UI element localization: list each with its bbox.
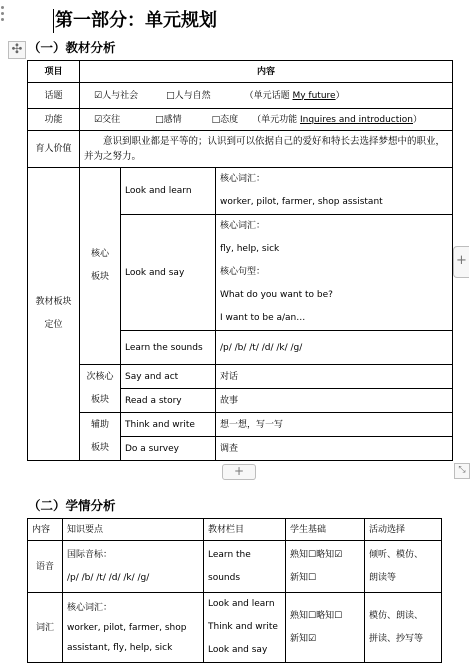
header-activity-choice: 活动选择 [365,519,442,541]
cell-line: 新知☐ [290,572,317,583]
cell-line: 熟知☐略知☐ [290,610,343,621]
header-content: 内容 [80,61,453,83]
activity-choice-cell [365,541,442,593]
unit-function-prefix: （单元功能 [252,114,300,125]
auxiliary-block-label [80,413,121,461]
table-resize-handle-icon[interactable]: ⤡ [454,463,470,479]
auxiliary-block-line1: 辅助 [90,419,109,430]
cell-line: worker, pilot, farmer, shop [67,622,187,633]
function-option-attitude: □态度 [211,114,239,125]
secondary-block-line1: 次核心 [86,371,114,382]
secondary-block-line2: 板块 [90,394,109,405]
detail-line: fly, help, sick [220,244,280,254]
block-detail: 调查 [216,437,453,461]
function-cell [80,109,453,131]
unit-topic: My future [292,90,336,101]
detail-line: 核心句型： [220,267,266,277]
activity-choice-cell [365,593,442,663]
secondary-block-label [80,365,121,413]
cell-line: Look and say [208,645,268,655]
block-name: Learn the sounds [121,331,216,365]
add-row-button[interactable]: + [222,464,256,480]
student-basis-cell [286,593,365,663]
unit-topic-prefix: （单元话题 [244,90,293,101]
cell-line: Learn the [208,549,251,560]
learner-analysis-table [27,518,442,663]
blocks-label [28,168,80,461]
function-option-emotion: □感情 [155,114,182,125]
table-move-handle-icon[interactable]: ✣ [8,41,26,59]
detail-line: 核心词汇： [220,174,266,184]
cell-line: 拼读、抄写等 [369,633,424,644]
add-column-button[interactable]: + [453,246,469,278]
cell-line: 国际音标： [67,549,113,560]
core-block-line1: 核心 [90,249,109,259]
cell-line: assistant, fly, help, sick [67,642,173,653]
detail-line: 核心词汇： [220,221,266,231]
function-option-communication: ☑交往 [94,114,121,125]
block-name: Read a story [121,389,216,413]
block-detail: 对话 [216,365,453,389]
topic-label: 话题 [28,83,80,109]
cell-line: /p/ /b/ /t/ /d/ /k/ /g/ [67,572,150,583]
cell-line: 模仿、朗读、 [369,610,424,621]
detail-line: What do you want to be? [220,290,333,300]
core-block-label [80,168,121,365]
blocks-label-line2: 定位 [44,320,63,330]
topic-option-society: ☑人与社会 [94,90,139,101]
detail-line: worker, pilot, farmer, shop assistant [220,197,383,207]
block-detail [216,215,453,331]
blocks-label-line1: 教材板块 [35,297,72,307]
row-content-label: 词汇 [28,593,63,663]
cell-line: 熟知☐略知☑ [290,549,343,560]
header-knowledge-points: 知识要点 [63,519,204,541]
block-detail: 故事 [216,389,453,413]
block-name: Look and say [121,215,216,331]
block-name: Do a survey [121,437,216,461]
cell-line: 新知☑ [290,633,317,644]
block-detail: /p/ /b/ /t/ /d/ /k/ /g/ [216,331,453,365]
unit-function: Inquires and introduction [299,114,413,125]
section-heading-textbook-analysis: （一）教材分析 [28,40,116,55]
knowledge-points-cell [63,541,204,593]
cell-line: sounds [208,572,241,583]
row-content-label: 语音 [28,541,63,593]
drag-dots-icon[interactable] [1,6,5,24]
header-textbook-column: 教材栏目 [204,519,286,541]
knowledge-points-cell [63,593,204,663]
unit-topic-suffix: ） [335,90,345,101]
textbook-column-cell [204,593,286,663]
student-basis-cell [286,541,365,593]
unit-function-suffix: ） [413,114,423,125]
block-name: Think and write [121,413,216,437]
block-detail [216,168,453,215]
textbook-column-cell [204,541,286,593]
header-content: 内容 [28,519,63,541]
block-name: Say and act [121,365,216,389]
cell-line: 倾听、模仿、 [369,549,424,560]
cell-line: 核心词汇： [67,602,113,613]
page-title: 第一部分：单元规划 [55,10,217,31]
function-label: 功能 [28,109,80,131]
topic-option-nature: □人与自然 [166,90,211,101]
header-student-basis: 学生基础 [286,519,365,541]
core-block-line2: 板块 [90,272,109,282]
section-heading-learner-analysis: （二）学情分析 [28,498,116,513]
textbook-analysis-table [27,60,453,461]
cell-line: 朗读等 [369,572,397,583]
education-label: 育人价值 [28,131,80,168]
cell-line: Look and learn [208,599,275,609]
block-detail: 想一想，写一写 [216,413,453,437]
auxiliary-block-line2: 板块 [90,442,109,453]
block-name: Look and learn [121,168,216,215]
education-text: 意识到职业都是平等的；认识到可以依据自己的爱好和特长去选择梦想中的职业，并为之努力。 [80,131,453,168]
detail-line: I want to be a/an… [220,313,306,323]
header-project: 项目 [28,61,80,83]
cell-line: Think and write [208,622,278,632]
topic-cell [80,83,453,109]
